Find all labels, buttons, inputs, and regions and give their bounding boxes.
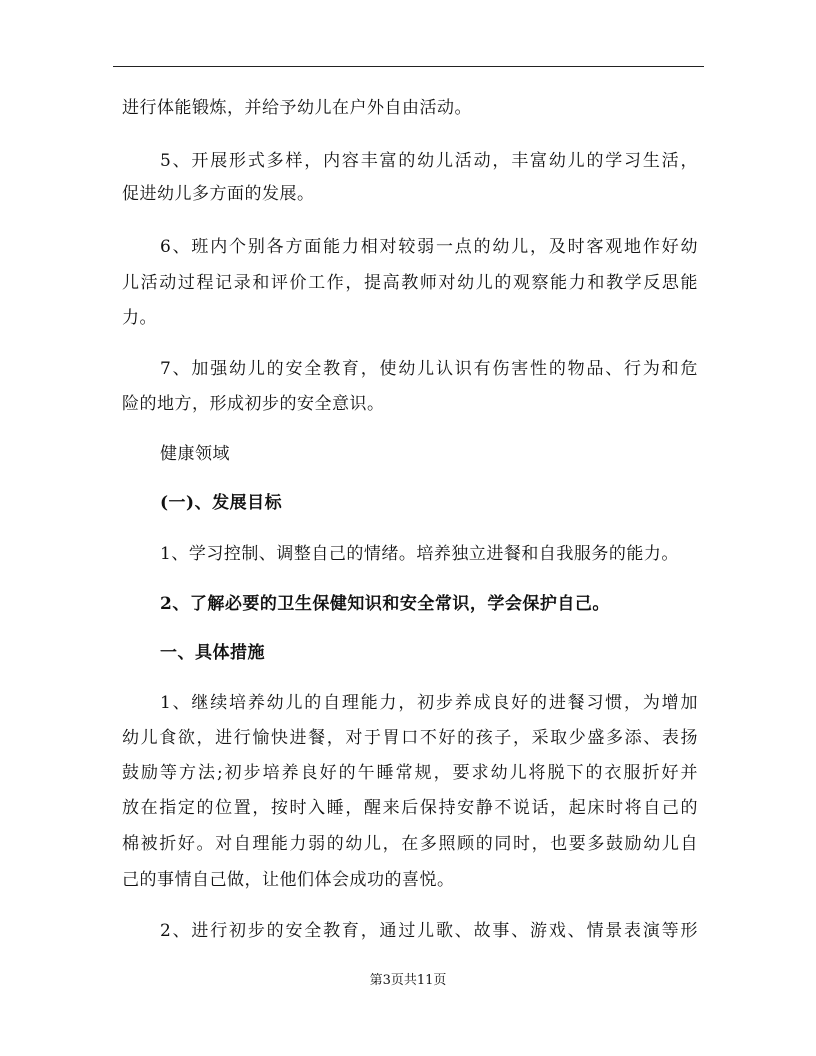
text-line: 6、班内个别各方面能力相对较弱一点的幼儿，及时客观地作好幼	[160, 237, 698, 257]
text-line: 鼓励等方法;初步培养良好的午睡常规，要求幼儿将脱下的衣服折好并	[122, 763, 698, 783]
text-line: 7、加强幼儿的安全教育，使幼儿认识有伤害性的物品、行为和危	[160, 359, 698, 379]
page-footer: 第3页共11页	[369, 973, 447, 988]
text-line: 己的事情自己做，让他们体会成功的喜悦。	[122, 870, 455, 890]
text-line: 放在指定的位置，按时入睡，醒来后保持安静不说话，起床时将自己的	[122, 798, 698, 818]
section-heading: 健康领域	[160, 444, 230, 464]
text-line: 棉被折好。对自理能力弱的幼儿，在多照顾的同时，也要多鼓励幼儿自	[122, 834, 698, 854]
text-line: 促进幼儿多方面的发展。	[122, 184, 315, 204]
section-heading: 一、具体措施	[160, 643, 265, 663]
text-line: 1、学习控制、调整自己的情绪。培养独立进餐和自我服务的能力。	[160, 544, 679, 564]
header-rule	[113, 66, 704, 67]
text-line-bold: 2、了解必要的卫生保健知识和安全常识，学会保护自己。	[160, 594, 610, 614]
text-line: 2、进行初步的安全教育，通过儿歌、故事、游戏、情景表演等形	[160, 921, 698, 941]
text-line: 险的地方，形成初步的安全意识。	[122, 394, 385, 414]
section-heading: (一)、发展目标	[160, 493, 283, 513]
text-line: 力。	[122, 308, 157, 328]
text-line: 儿活动过程记录和评价工作，提高教师对幼儿的观察能力和教学反思能	[122, 273, 698, 293]
text-line: 1、继续培养幼儿的自理能力，初步养成良好的进餐习惯，为增加	[160, 693, 698, 713]
text-line: 5、开展形式多样，内容丰富的幼儿活动，丰富幼儿的学习生活，	[160, 151, 698, 171]
text-line: 幼儿食欲，进行愉快进餐，对于胃口不好的孩子，采取少盛多添、表扬	[122, 728, 698, 748]
text-line: 进行体能锻炼，并给予幼儿在户外自由活动。	[122, 98, 472, 118]
